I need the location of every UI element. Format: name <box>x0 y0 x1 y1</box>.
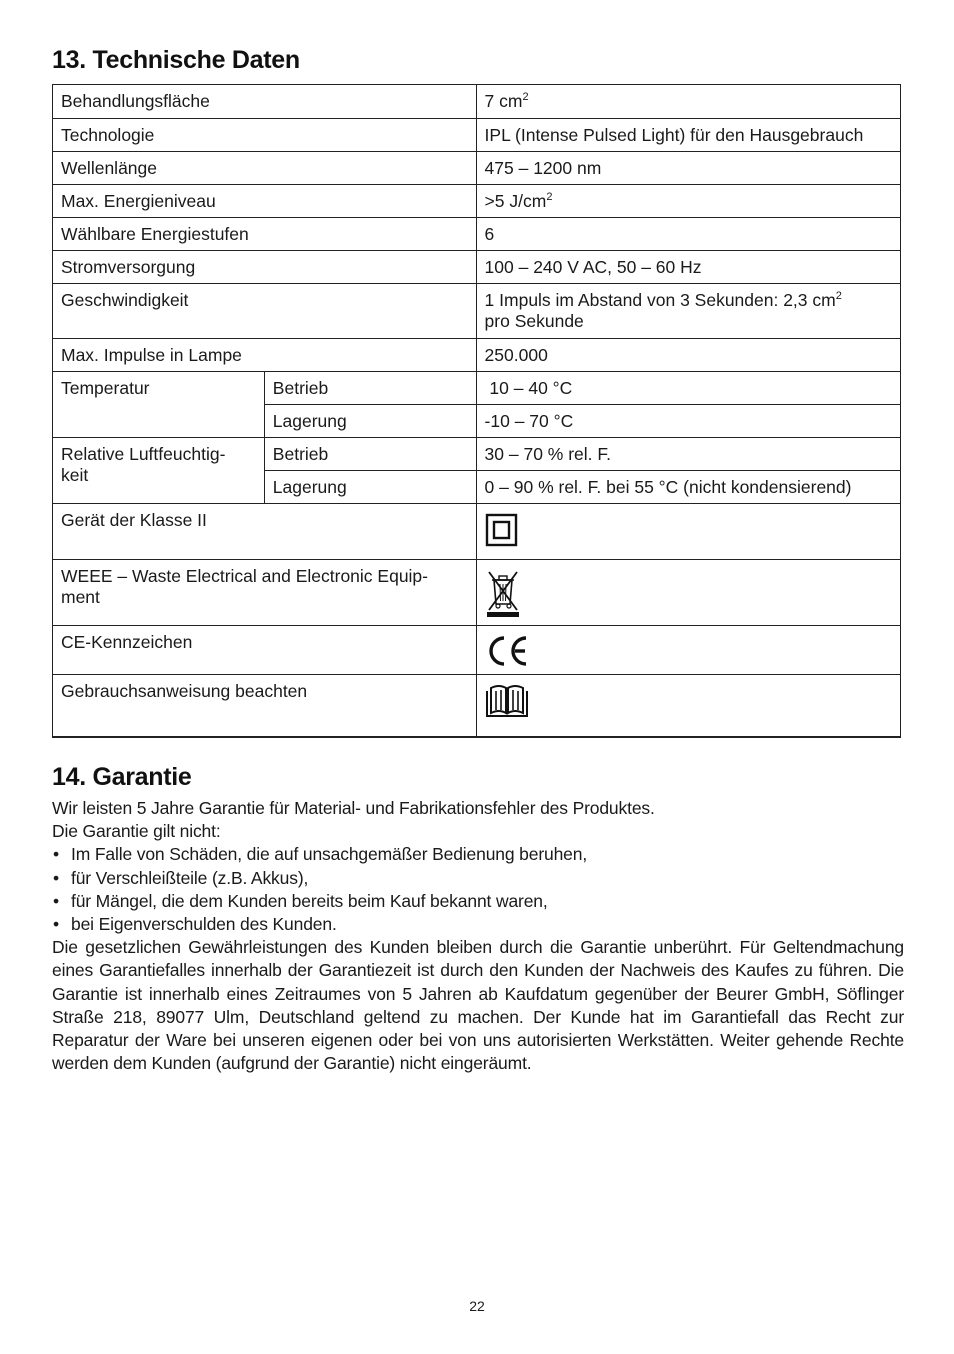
temperature-label: Temperatur <box>53 372 265 438</box>
table-row <box>53 372 901 405</box>
spec-value: IPL (Intense Pulsed Light) für den Hausgebrauch <box>476 119 900 152</box>
table-row <box>53 438 901 471</box>
list-item: • bei Eigenverschulden des Kunden. <box>52 913 904 936</box>
temperature-operation-value: 10 – 40 °C <box>476 372 900 405</box>
spec-label: Wählbare Energiestufen <box>53 218 477 251</box>
symbol-cell <box>476 626 900 675</box>
symbol-cell <box>476 504 900 560</box>
page-number: 22 <box>469 1298 485 1314</box>
table-row <box>53 339 901 372</box>
warranty-exclusions-intro: Die Garantie gilt nicht: <box>52 821 221 842</box>
class-ii-icon <box>485 512 519 548</box>
spec-label: Wellenlänge <box>53 152 477 185</box>
spec-value: 6 <box>476 218 900 251</box>
table-row <box>53 251 901 284</box>
symbol-label: WEEE – Waste Electrical and Electronic Equip- ment <box>53 560 477 626</box>
section-14-heading: 14. Garantie <box>52 763 192 791</box>
humidity-storage-label: Lagerung <box>264 471 476 504</box>
humidity-storage-value: 0 – 90 % rel. F. bei 55 °C (nicht kondensierend) <box>476 471 900 504</box>
spec-value: >5 $J/cm^2$ <box>476 185 900 218</box>
table-row <box>53 560 901 626</box>
section-13-heading: 13. Technische Daten <box>52 46 300 74</box>
warranty-exclusion-list <box>52 843 904 936</box>
list-item: • für Mängel, die dem Kunden bereits beim Kauf bekannt waren, <box>52 890 904 913</box>
table-row <box>53 218 901 251</box>
symbol-cell <box>476 675 900 737</box>
table-row <box>53 85 901 119</box>
warranty-section <box>52 797 904 1075</box>
symbol-label: Gerät der Klasse II <box>53 504 477 560</box>
spec-label: Behandlungsfläche <box>53 85 477 119</box>
table-row <box>53 504 901 560</box>
humidity-operation-value: 30 – 70 % rel. F. <box>476 438 900 471</box>
spec-label: Geschwindigkeit <box>53 284 477 339</box>
ce-mark-icon <box>485 634 531 668</box>
table-row <box>53 626 901 675</box>
table-row <box>53 152 901 185</box>
table-row <box>53 284 901 339</box>
spec-label: Max. Energieniveau <box>53 185 477 218</box>
warranty-paragraph: Die gesetzlichen Gewährleistungen des Kunden bleiben durch die Garantie unberührt. Für Geltendmachung eines Garantiefalles innerhalb der Garantiezeit ist durch den Kunden der Nachweis des Kaufes zu führen. Die Garantie ist innerhalb eines Zeitraumes von 5 Jahren ab Kaufdatum gegenüber der Beurer GmbH, Söflinger Straße 218, 89077 Ulm, Deutschland geltend zu machen. Der Kunde hat im Garantiefall das Recht zur Reparatur der Ware bei unseren eigenen oder bei von uns autorisierten Werkstätten. Weiter gehende Rechte werden dem Kunden (aufgrund der Garantie) nicht eingeräumt. <box>52 937 904 1074</box>
list-item: • Im Falle von Schäden, die auf unsachgemäßer Bedienung beruhen, <box>52 843 904 866</box>
manual-book-icon <box>485 683 529 719</box>
warranty-intro: Wir leisten 5 Jahre Garantie für Material- und Fabrikationsfehler des Produktes. <box>52 798 655 818</box>
weee-icon <box>485 568 521 618</box>
humidity-operation-label: Betrieb <box>264 438 476 471</box>
spec-label: Technologie <box>53 119 477 152</box>
spec-value: 1 Impuls im Abstand von 3 Sekunden: 2,3 $cm^2$ pro Sekunde <box>476 284 900 339</box>
temperature-storage-label: Lagerung <box>264 405 476 438</box>
symbol-label: CE-Kennzeichen <box>53 626 477 675</box>
table-row <box>53 119 901 152</box>
table-row <box>53 675 901 737</box>
spec-value: 100 – 240 V AC, 50 – 60 Hz <box>476 251 900 284</box>
spec-value: 250.000 <box>476 339 900 372</box>
spec-label: Max. Impulse in Lampe <box>53 339 477 372</box>
table-row <box>53 185 901 218</box>
spec-label: Stromversorgung <box>53 251 477 284</box>
symbol-label: Gebrauchsanweisung beachten <box>53 675 477 737</box>
temperature-storage-value: -10 – 70 °C <box>476 405 900 438</box>
symbol-cell <box>476 560 900 626</box>
temperature-operation-label: Betrieb <box>264 372 476 405</box>
spec-value: 7 $cm^2$ <box>476 85 900 119</box>
humidity-label: Relative Luftfeuchtig- keit <box>53 438 265 504</box>
technical-data-table <box>52 84 901 738</box>
list-item: • für Verschleißteile (z.B. Akkus), <box>52 867 904 890</box>
spec-value: 475 – 1200 nm <box>476 152 900 185</box>
